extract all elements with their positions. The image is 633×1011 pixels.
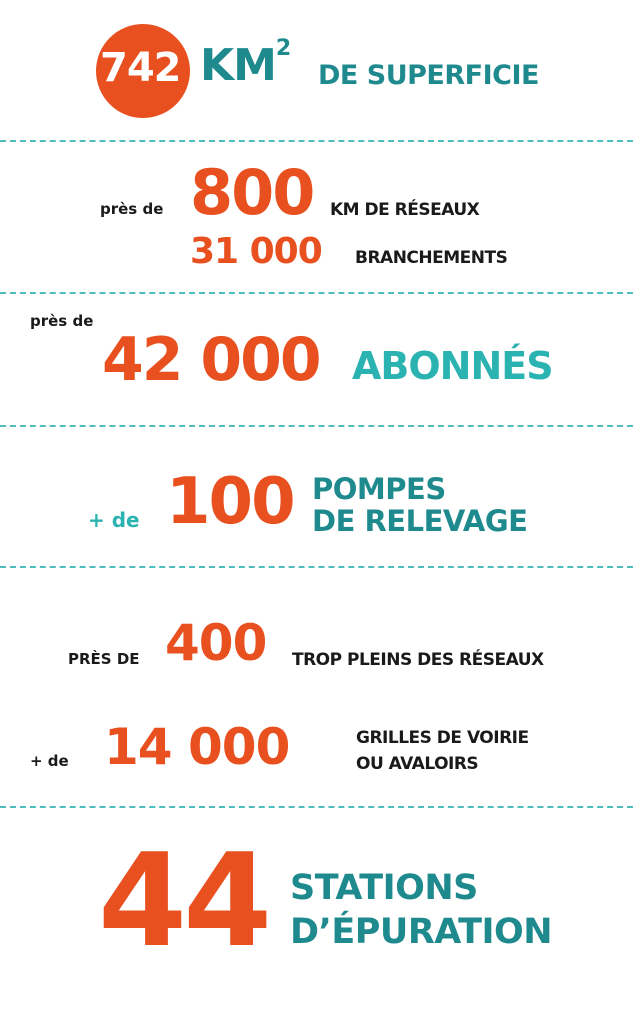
subscribers-number: 42 000 [102,325,320,395]
overflows-number: 400 [165,614,267,672]
network-number: 800 [190,156,314,229]
pumps-number: 100 [166,465,294,539]
pumps-label-line1: POMPES [312,472,446,506]
grids-prefix: + de [30,752,69,770]
connections-label: BRANCHEMENTS [355,248,508,268]
subscribers-label: ABONNÉS [352,344,553,388]
divider-4 [0,566,633,568]
area-unit-sup: 2 [275,36,291,61]
network-label: KM DE RÉSEAUX [330,200,480,220]
grids-label-line1: GRILLES DE VOIRIE [356,728,529,748]
connections-number: 31 000 [190,231,322,272]
divider-2 [0,292,633,294]
area-label: DE SUPERFICIE [318,60,539,91]
stations-label-line2: D’ÉPURATION [290,912,553,952]
pumps-prefix: + de [88,508,140,532]
divider-1 [0,140,633,142]
area-unit-text: KM [200,40,276,91]
stations-label-line1: STATIONS [290,868,478,908]
divider-3 [0,425,633,427]
network-prefix: près de [100,200,164,218]
grids-number: 14 000 [104,718,290,776]
stations-number: 44 [98,827,269,976]
pumps-label-line2: DE RELEVAGE [312,504,528,538]
divider-5 [0,806,633,808]
area-unit [200,36,291,91]
overflows-prefix: PRÈS DE [68,650,140,668]
grids-label-line2: OU AVALOIRS [356,754,479,774]
subscribers-prefix: près de [30,312,94,330]
area-number: 742 [100,45,181,91]
overflows-label: TROP PLEINS DES RÉSEAUX [292,650,544,670]
